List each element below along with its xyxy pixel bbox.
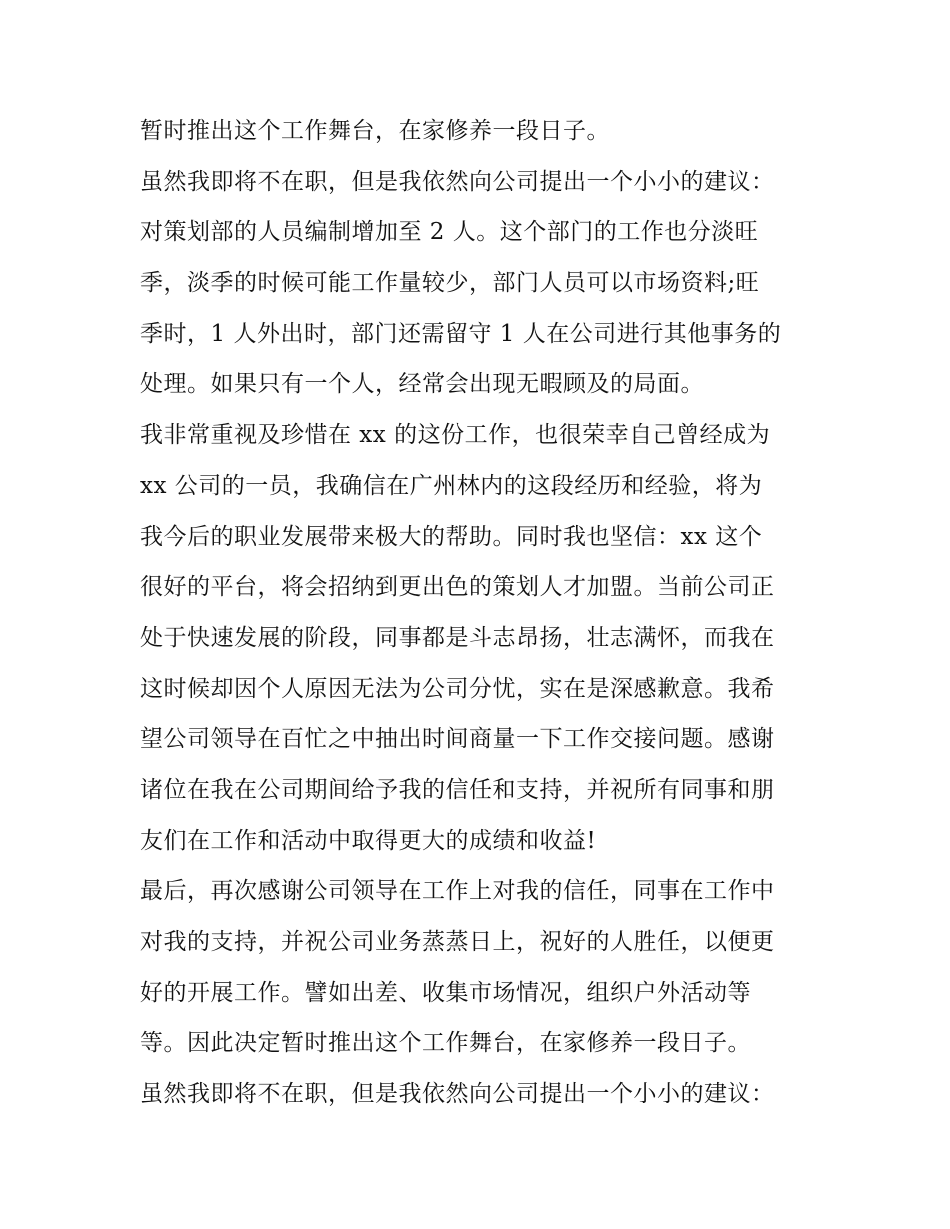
text-line-18: 好的开展工作。譬如出差、收集市场情况，组织户外活动等: [140, 979, 751, 1006]
text-line-3: 对策划部的人员编制增加至 2 人。这个部门的工作也分淡旺: [140, 219, 759, 246]
text-line-9: 我今后的职业发展带来极大的帮助。同时我也坚信：xx 这个: [140, 523, 763, 550]
text-line-19: 等。因此决定暂时推出这个工作舞台，在家修养一段日子。: [140, 1030, 751, 1057]
text-line-8: xx 公司的一员，我确信在广州林内的这段经历和经验，将为: [140, 472, 763, 499]
text-line-5: 季时，1 人外出时，部门还需留守 1 人在公司进行其他事务的: [140, 320, 782, 347]
text-line-1: 暂时推出这个工作舞台，在家修养一段日子。: [140, 118, 610, 144]
text-line-7: 我非常重视及珍惜在 xx 的这份工作，也很荣幸自己曾经成为: [140, 422, 771, 449]
text-line-15: 友们在工作和活动中取得更大的成绩和收益!: [140, 827, 597, 854]
text-line-11: 处于快速发展的阶段，同事都是斗志昂扬，壮志满怀，而我在: [140, 624, 775, 651]
text-line-17: 对我的支持，并祝公司业务蒸蒸日上，祝好的人胜任，以便更: [140, 929, 775, 955]
text-line-4: 季，淡季的时候可能工作量较少，部门人员可以市场资料;旺: [140, 270, 760, 297]
text-line-14: 诸位在我在公司期间给予我的信任和支持，并祝所有同事和朋: [140, 776, 775, 803]
text-line-12: 这时候却因个人原因无法为公司分忧，实在是深感歉意。我希: [140, 675, 775, 702]
document-body: [140, 106, 820, 1120]
text-line-13: 望公司领导在百忙之中抽出时间商量一下工作交接问题。感谢: [140, 726, 775, 753]
text-line-10: 很好的平台，将会招纳到更出色的策划人才加盟。当前公司正: [140, 574, 775, 601]
text-line-16: 最后，再次感谢公司领导在工作上对我的信任，同事在工作中: [140, 878, 775, 905]
text-line-20: 虽然我即将不在职，但是我依然向公司提出一个小小的建议：: [140, 1081, 775, 1108]
text-line-6: 处理。如果只有一个人，经常会出现无暇顾及的局面。: [140, 371, 704, 398]
text-line-2: 虽然我即将不在职，但是我依然向公司提出一个小小的建议：: [140, 168, 775, 195]
